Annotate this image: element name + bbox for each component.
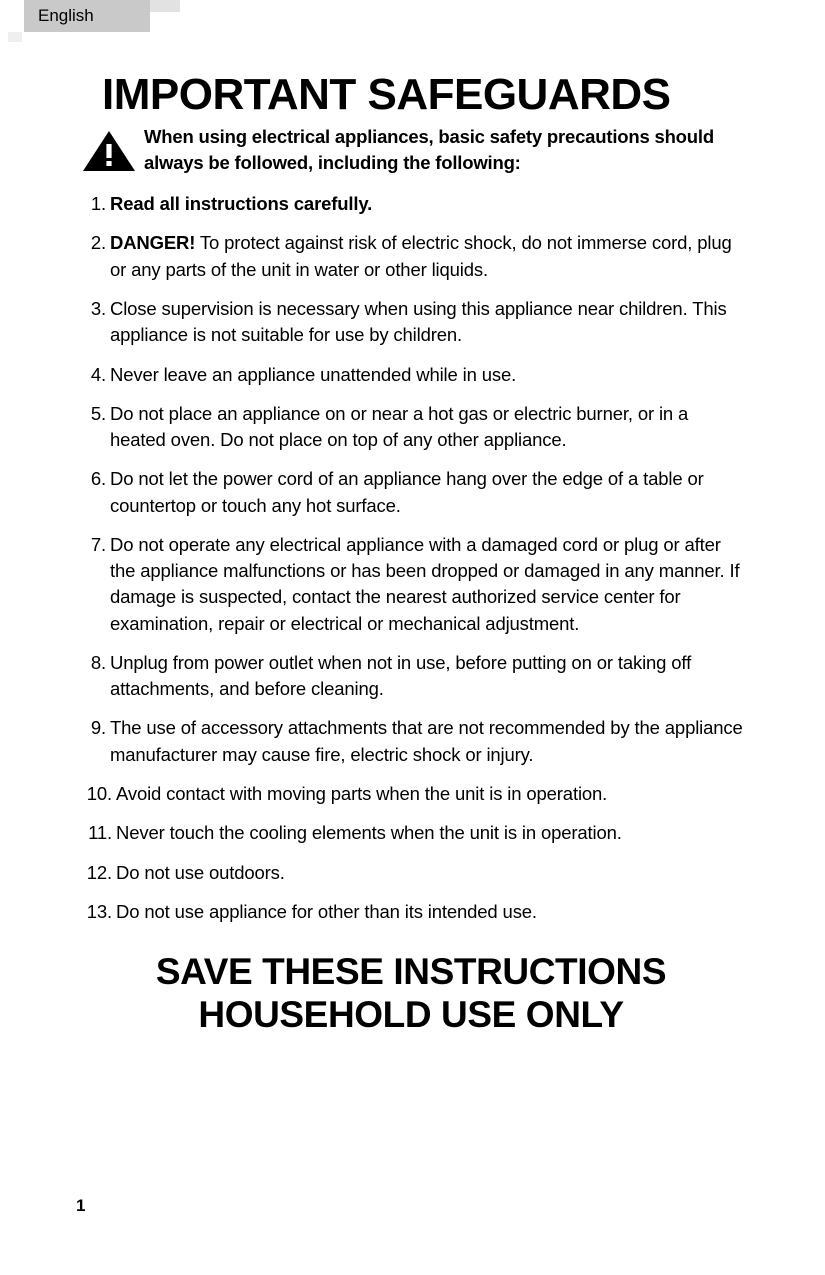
list-item-number: 9.: [90, 717, 106, 739]
list-item-number: 6.: [90, 468, 106, 490]
list-item: [76, 532, 746, 637]
list-item-text: To protect against risk of electric shock, do not immerse cord, plug or any parts of the unit in water or other liquids.: [110, 232, 732, 280]
warning-block: [76, 124, 746, 177]
list-item: [76, 899, 746, 925]
list-item-text: Never touch the cooling elements when the unit is in operation.: [116, 822, 622, 844]
list-item: [76, 362, 746, 388]
list-item-text: Close supervision is necessary when using this appliance near children. This appliance is not suitable for use by children.: [110, 297, 727, 346]
list-item-bold: Read all instructions carefully.: [110, 193, 373, 215]
document-content: [76, 72, 746, 1036]
list-item: [76, 781, 746, 807]
language-tab[interactable]: [24, 0, 150, 32]
warning-triangle-icon: [82, 130, 136, 177]
household-use-line: HOUSEHOLD USE ONLY: [198, 993, 624, 1035]
list-item: [76, 401, 746, 454]
list-item-number: 4.: [90, 363, 106, 385]
list-item: [76, 191, 746, 217]
tab-shadow-left: [8, 32, 22, 42]
list-item-number: 5.: [90, 402, 106, 424]
list-item-number: 2.: [90, 232, 106, 254]
language-tab-label: English: [38, 6, 94, 25]
list-item-number: 3.: [90, 297, 106, 319]
list-item-text: Never leave an appliance unattended while in use.: [110, 363, 517, 385]
page-number: 1: [76, 1196, 86, 1215]
tab-shadow-right: [150, 0, 180, 12]
list-item-number: 1.: [90, 193, 106, 215]
list-item-number: 11.: [88, 822, 112, 844]
list-item-text: Do not place an appliance on or near a hot gas or electric burner, or in a heated oven. Do not place on top of any other appliance.: [110, 402, 689, 451]
list-item-number: 12.: [86, 861, 112, 883]
list-item-text: Do not let the power cord of an appliance hang over the edge of a table or countertop or touch any hot surface.: [110, 468, 704, 516]
list-item-text: The use of accessory attachments that are not recommended by the appliance manufacturer may cause fire, electric shock or injury.: [110, 717, 743, 765]
safeguards-list: [76, 191, 746, 925]
list-item-number: 8.: [90, 651, 106, 673]
list-item: [76, 296, 746, 349]
save-instructions-line: SAVE THESE INSTRUCTIONS: [155, 951, 667, 993]
list-item-text: Do not operate any electrical appliance with a damaged cord or plug or after the appliance malfunctions or has been dropped or damaged in any manner. If damage is suspected, contact the nearest authorized service center for examination, repair or electrical or mechanical adjustment.: [110, 533, 740, 634]
list-item-number: 7.: [90, 533, 106, 555]
list-item-text: Avoid contact with moving parts when the unit is in operation.: [116, 782, 608, 804]
list-item: [76, 650, 746, 703]
page-title: IMPORTANT SAFEGUARDS: [102, 70, 671, 119]
list-item-text: Do not use appliance for other than its intended use.: [116, 900, 537, 922]
list-item: [76, 466, 746, 519]
list-item: [76, 820, 746, 846]
footer-statements: [76, 951, 746, 1036]
list-item-text: Do not use outdoors.: [116, 861, 285, 883]
list-item-bold: DANGER!: [110, 232, 196, 254]
list-item-number: 10.: [86, 782, 112, 804]
list-item-number: 13.: [86, 900, 112, 922]
list-item: [76, 860, 746, 886]
warning-text: When using electrical appliances, basic safety precautions should always be followed, including the following:: [144, 126, 714, 174]
list-item: [76, 230, 746, 283]
list-item: [76, 715, 746, 768]
list-item-text: Unplug from power outlet when not in use, before putting on or taking off attachments, and before cleaning.: [110, 651, 692, 700]
